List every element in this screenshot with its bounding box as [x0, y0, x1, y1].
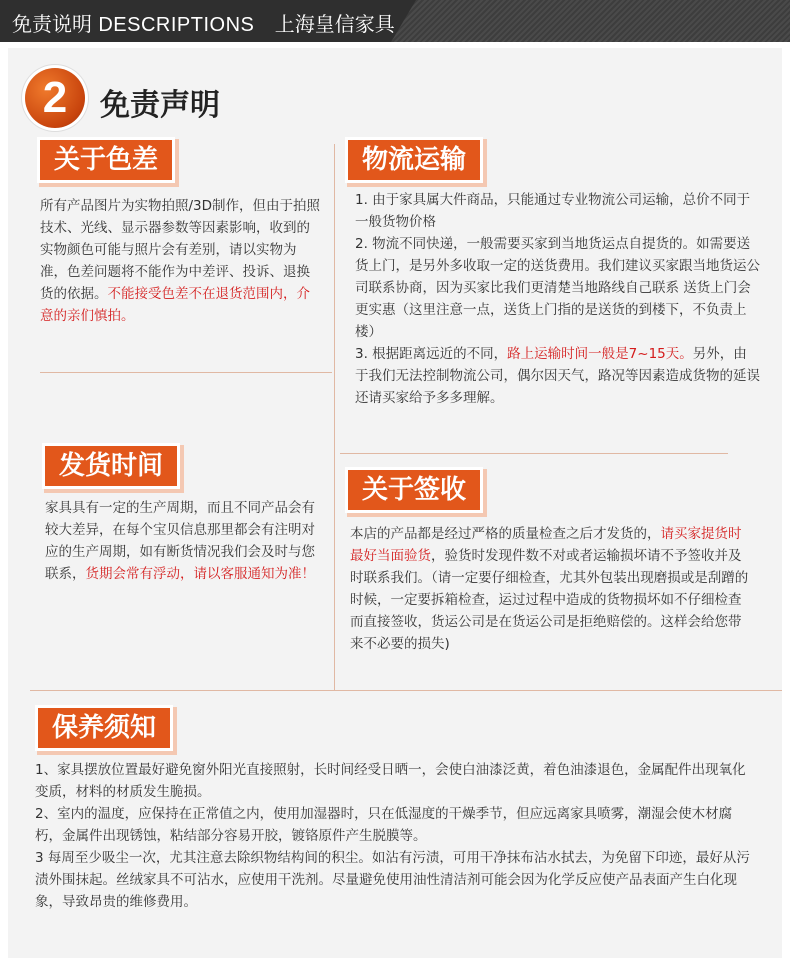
- shipping-text: [45, 497, 317, 585]
- heading-signing: 关于签收: [348, 470, 480, 510]
- signing-before: 本店的产品都是经过严格的质量检查之后才发货的，: [350, 526, 661, 542]
- heading-color-diff: 关于色差: [40, 140, 172, 180]
- shipping-body: 家具具有一定的生产周期，而且不同产品会有较大差异，在每个宝贝信息那里都会有注明对应的生产周期，如有断货情况我们会及时与您联系，: [45, 500, 315, 582]
- logistics-p3-after: 另外，由于我们无法控制物流公司，偶尔因天气，路况等因素造成货物的延误还请买家给予多多理解。: [355, 346, 760, 406]
- header-title: [12, 8, 395, 37]
- header-title-en: DESCRIPTIONS: [98, 14, 255, 36]
- logistics-p1: 1. 由于家具属大件商品，只能通过专业物流公司运输，总价不同于一般货物价格: [355, 192, 751, 230]
- section-title: 免责声明: [100, 88, 220, 123]
- care-p3: 3 每周至少吸尘一次，尤其注意去除织物结构间的积尘。如沾有污渍，可用干净抹布沾水拭去，为免留下印迹，最好从污渍外围抹起。丝绒家具不可沾水，应使用干洗剂。尽量避免使用油性清洁剂可能会因为化学反应使产品表面产生白化现象，导致昂贵的维修费用。: [35, 850, 750, 910]
- divider-right-top: [340, 453, 728, 454]
- header-brand: 上海皇信家具: [274, 12, 395, 36]
- care-text: [35, 759, 757, 913]
- color-diff-body: 所有产品图片为实物拍照/3D制作，但由于拍照技术、光线、显示器参数等因素影响，收到的实物颜色可能与照片会有差别，请以实物为准，色差问题将不能作为中差评、投诉、退换货的依据。: [40, 198, 321, 302]
- divider-left-top: [40, 372, 332, 373]
- color-diff-warning: 不能接受色差不在退货范围内，介意的亲们慎拍。: [40, 286, 310, 324]
- logistics-p3-before: 3. 根据距离远近的不同，: [355, 346, 508, 362]
- signing-red: 请买家提货时最好当面验货: [350, 526, 742, 564]
- header-banner: [0, 0, 790, 42]
- care-p2: 2、室内的温度，应保持在正常值之内，使用加湿器时，只在低湿度的干燥季节，但应远离家具喷雾，潮湿会使木材腐朽，金属件出现锈蚀，粘结部分容易开胶，镀铬原件产生脱膜等。: [35, 806, 733, 844]
- color-diff-text: [40, 195, 322, 327]
- signing-after: ，验货时发现件数不对或者运输损坏请不予签收并及时联系我们。（请一定要仔细检查，尤其外包装出现磨损或是刮蹭的时候，一定要拆箱检查，运过过程中造成的货物损坏如不仔细检查而直接签收，货运公司是在货运公司是拒绝赔偿的。这样会给您带来不必要的损失): [350, 548, 749, 652]
- logistics-p3: [355, 343, 760, 409]
- header-title-cn: 免责说明: [12, 12, 92, 36]
- logistics-p2: 2. 物流不同快递，一般需要买家到当地货运点自提货的。如需要送货上门，是另外多收取一定的送货费用。我们建议买家跟当地货运公司联系协商，因为买家比我们更清楚当地路线自己联系 送货上门会更实惠（这里注意一点，送货上门指的是送货的到楼下，不负责上楼）: [355, 236, 760, 340]
- heading-shipping: 发货时间: [45, 446, 177, 486]
- section-number-badge: 2: [25, 68, 85, 128]
- logistics-p3-red: 路上运输时间一般是7~15天。: [507, 346, 693, 362]
- heading-logistics: 物流运输: [348, 140, 480, 180]
- logistics-text: [355, 189, 760, 409]
- heading-care: 保养须知: [38, 708, 170, 748]
- signing-text: [350, 523, 750, 655]
- column-divider: [334, 144, 335, 690]
- divider-bottom: [30, 690, 782, 691]
- shipping-red: 货期会常有浮动，请以客服通知为准！: [85, 566, 315, 582]
- care-p1: 1、家具摆放位置最好避免窗外阳光直接照射，长时间经受日晒一，会使白油漆泛黄，着色油漆退色，金属配件出现氧化变质，材料的材质发生脆损。: [35, 762, 746, 800]
